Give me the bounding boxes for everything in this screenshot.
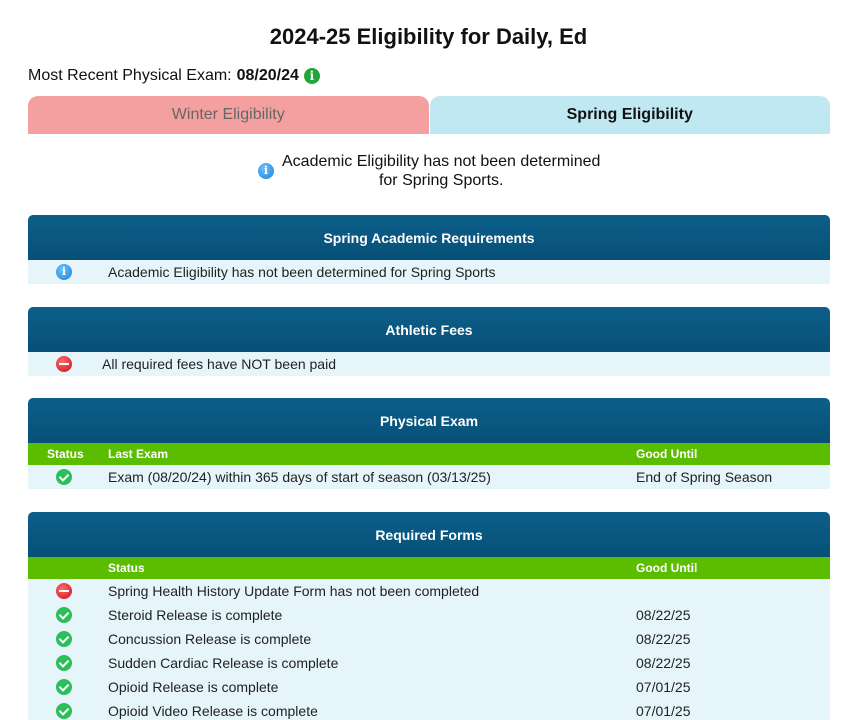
required-forms-section bbox=[28, 512, 830, 720]
info-icon: i bbox=[258, 163, 274, 179]
eligibility-notice bbox=[258, 152, 618, 190]
check-icon bbox=[56, 631, 72, 647]
check-icon bbox=[56, 655, 72, 671]
table-row bbox=[28, 603, 830, 627]
form-status-text: Steroid Release is complete bbox=[108, 607, 283, 623]
section-header: Required Forms bbox=[28, 512, 830, 557]
form-good-until: 07/01/25 bbox=[636, 703, 691, 719]
section-header: Physical Exam bbox=[28, 398, 830, 443]
table-row bbox=[28, 579, 830, 603]
section-header: Athletic Fees bbox=[28, 307, 830, 352]
table-row bbox=[28, 699, 830, 720]
exam-text: Exam (08/20/24) within 365 days of start of season (03/13/25) bbox=[108, 469, 491, 485]
notice-line-2: for Spring Sports. bbox=[378, 172, 504, 189]
stop-icon bbox=[56, 356, 72, 372]
column-header-good-until: Good Until bbox=[636, 447, 698, 461]
form-good-until: 08/22/25 bbox=[636, 655, 691, 671]
tab-winter-eligibility[interactable]: Winter Eligibility bbox=[28, 96, 429, 134]
academic-status-text: Academic Eligibility has not been determined for Spring Sports bbox=[108, 264, 496, 280]
form-status-text: Opioid Video Release is complete bbox=[108, 703, 318, 719]
notice-line-1: Academic Eligibility has not been determined bbox=[282, 153, 601, 170]
table-header bbox=[28, 557, 830, 579]
check-icon bbox=[56, 607, 72, 623]
section-header: Spring Academic Requirements bbox=[28, 215, 830, 260]
column-header-last-exam: Last Exam bbox=[108, 447, 169, 461]
check-icon bbox=[56, 703, 72, 719]
eligibility-tabs bbox=[28, 96, 830, 134]
column-header-good-until: Good Until bbox=[636, 561, 698, 575]
physical-exam-date: 08/20/24 bbox=[236, 67, 299, 84]
list-item bbox=[28, 352, 830, 376]
table-header bbox=[28, 443, 830, 465]
table-row bbox=[28, 627, 830, 651]
academic-requirements-section bbox=[28, 215, 830, 284]
info-icon: i bbox=[56, 264, 72, 280]
form-status-text: Concussion Release is complete bbox=[108, 631, 312, 647]
form-good-until: 08/22/25 bbox=[636, 631, 691, 647]
column-header-status: Status bbox=[47, 447, 84, 461]
info-icon[interactable]: i bbox=[304, 68, 320, 84]
form-good-until: 08/22/25 bbox=[636, 607, 691, 623]
fees-status-text: All required fees have NOT been paid bbox=[102, 356, 336, 372]
athletic-fees-section bbox=[28, 307, 830, 376]
check-icon bbox=[56, 679, 72, 695]
column-header-status: Status bbox=[108, 561, 145, 575]
form-status-text: Sudden Cardiac Release is complete bbox=[108, 655, 339, 671]
check-icon bbox=[56, 469, 72, 485]
stop-icon bbox=[56, 583, 72, 599]
page-title: 2024-25 Eligibility for Daily, Ed bbox=[269, 24, 588, 49]
exam-good-until: End of Spring Season bbox=[636, 469, 773, 485]
table-row bbox=[28, 651, 830, 675]
notice-text bbox=[282, 152, 600, 190]
tab-spring-eligibility[interactable]: Spring Eligibility bbox=[430, 96, 831, 134]
form-status-text: Spring Health History Update Form has not been completed bbox=[108, 583, 480, 599]
form-good-until: 07/01/25 bbox=[636, 679, 691, 695]
table-row bbox=[28, 465, 830, 489]
physical-exam-label: Most Recent Physical Exam: bbox=[28, 67, 232, 84]
table-row bbox=[28, 675, 830, 699]
list-item bbox=[28, 260, 830, 284]
physical-exam-section bbox=[28, 398, 830, 489]
form-status-text: Opioid Release is complete bbox=[108, 679, 279, 695]
physical-exam-line bbox=[28, 67, 320, 85]
